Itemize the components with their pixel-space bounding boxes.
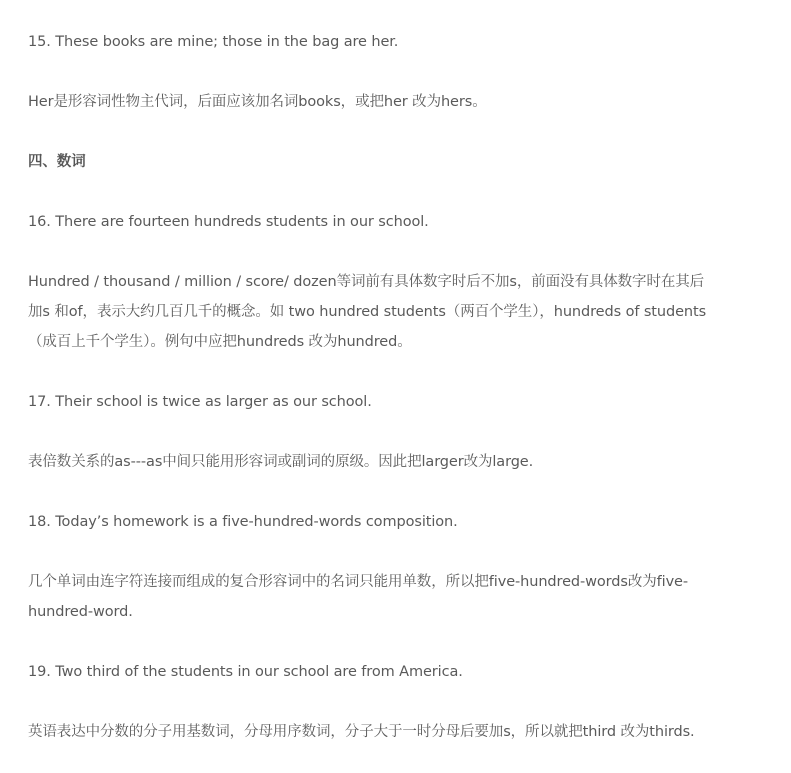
answer-17: 表倍数关系的as---as中间只能用形容词或副词的原级。因此把larger改为large.	[28, 454, 534, 470]
answer-16-line-1: Hundred / thousand / million / score/ dozen等词前有具体数字时后不加s，前面没有具体数字时在其后	[28, 274, 705, 290]
question-15: 15. These books are mine; those in the bag are her.	[28, 34, 399, 50]
answer-16-line-3: （成百上千个学生）。例句中应把hundreds 改为hundred。	[28, 334, 412, 350]
answer-18	[28, 567, 763, 627]
answer-18-line-1: 几个单词由连字符连接而组成的复合形容词中的名词只能用单数，所以把five-hundred-words改为five-	[28, 574, 689, 590]
answer-16-line-2: 加s 和of，表示大约几百几千的概念。如 two hundred students（两百个学生），hundreds of students	[28, 304, 707, 320]
section-heading-numerals: 四、数词	[28, 154, 86, 170]
question-19: 19. Two third of the students in our school are from America.	[28, 664, 463, 680]
question-17: 17. Their school is twice as larger as our school.	[28, 394, 372, 410]
question-18: 18. Today’s homework is a five-hundred-words composition.	[28, 514, 458, 530]
answer-19: 英语表达中分数的分子用基数词，分母用序数词，分子大于一时分母后要加s，所以就把third 改为thirds.	[28, 724, 695, 740]
answer-16	[28, 267, 763, 357]
answer-15: Her是形容词性物主代词，后面应该加名词books，或把her 改为hers。	[28, 94, 487, 110]
question-16: 16. There are fourteen hundreds students in our school.	[28, 214, 429, 230]
answer-18-line-2: hundred-word.	[28, 604, 133, 620]
